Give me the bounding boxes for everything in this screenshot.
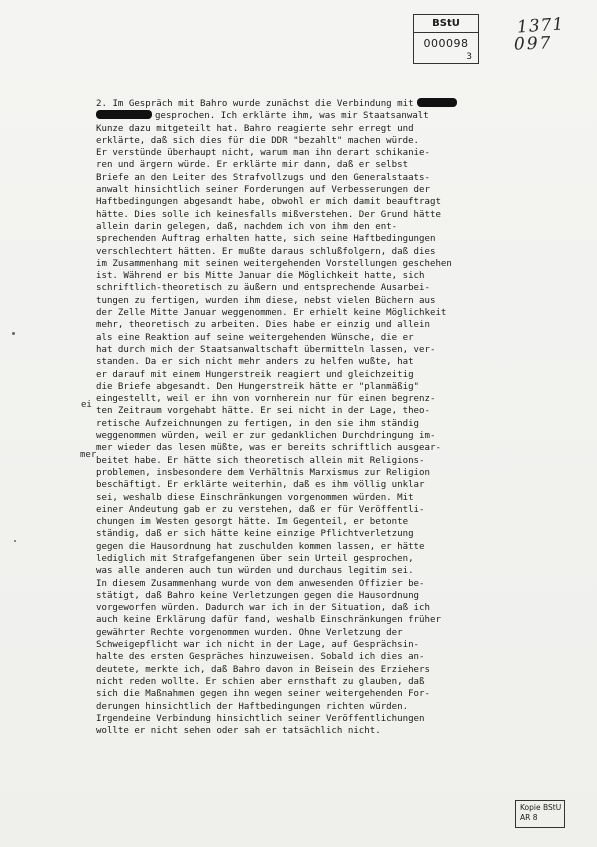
stamp-number: 000098 — [423, 37, 469, 50]
text-line — [96, 98, 566, 110]
stamp-title: BStU — [432, 18, 460, 29]
text-line-content: Kunze dazu mitgeteilt hat. Bahro reagierte sehr erregt und — [96, 123, 414, 134]
scan-speck — [14, 540, 16, 542]
text-line-content: problemen, insbesondere dem Verhältnis Marxismus zur Religion — [96, 467, 430, 478]
stamp-divider — [414, 32, 478, 33]
text-line-content: lediglich mit Strafgefangenen über sein Urteil gesprochen, — [96, 553, 414, 564]
text-line — [96, 565, 566, 577]
text-line — [96, 282, 566, 294]
text-line-content: hat durch mich der Staatsanwaltschaft übermitteln lassen, ver- — [96, 344, 436, 355]
text-line-content: was alle anderen auch tun würden und durchaus legitim sei. — [96, 566, 414, 577]
text-line — [96, 504, 566, 516]
redaction-bar — [417, 98, 457, 107]
text-line-content: Haftbedingungen abgesandt habe, obwohl er mich damit beauftragt — [96, 197, 441, 208]
text-line — [96, 344, 566, 356]
text-line-content: eingestellt, weil er ihn von vornherein nur für einen begrenz- — [96, 394, 436, 405]
text-line-content: halte des ersten Gespräches hinzuweisen. Sobald ich dies an- — [96, 652, 425, 663]
text-line-content: Irgendeine Verbindung hinsichtlich seiner Veröffentlichungen — [96, 713, 425, 724]
text-line — [96, 578, 566, 590]
text-line — [96, 307, 566, 319]
text-line — [96, 319, 566, 331]
text-line — [96, 676, 566, 688]
text-line-content: retische Aufzeichnungen zu fertigen, in den sie ihm ständig — [96, 418, 420, 429]
text-line — [96, 381, 566, 393]
text-line-content: die Briefe abgesandt. Den Hungerstreik hätte er "planmäßig" — [96, 381, 420, 392]
text-line-content: sei, weshalb diese Einschränkungen vorgenommen würden. Mit — [96, 492, 414, 503]
text-line — [96, 590, 566, 602]
text-line — [96, 123, 566, 135]
text-line-content: In diesem Zusammenhang wurde von dem anwesenden Offizier be- — [96, 578, 425, 589]
text-line-content: gewährter Rechte vorgenommen wurden. Ohne Verletzung der — [96, 627, 403, 638]
text-line-content: deutete, merkte ich, daß Bahro davon in Beisein des Erziehers — [96, 664, 430, 675]
typed-body-text — [96, 98, 566, 737]
text-line-content: auch keine Erklärung dafür fand, weshalb Einschränkungen früher — [96, 615, 441, 626]
text-line — [96, 270, 566, 282]
margin-note-1: ei — [81, 400, 92, 410]
text-line — [96, 418, 566, 430]
text-line-content: tungen zu fertigen, wurden ihm diese, nebst vielen Büchern aus — [96, 295, 436, 306]
text-line — [96, 369, 566, 381]
text-line-content: mehr, theoretisch zu arbeiten. Dies habe er einzig und allein — [96, 320, 430, 331]
text-line — [96, 147, 566, 159]
text-line-content: Im Gespräch mit Bahro wurde zunächst die Verbindung mit — [112, 99, 414, 109]
text-line — [96, 110, 566, 122]
text-line-content: hätte. Dies solle ich keinesfalls mißverstehen. Der Grund hätte — [96, 209, 441, 220]
stamp-sub-number: 3 — [466, 52, 472, 62]
text-line — [96, 602, 566, 614]
redaction-bar — [96, 110, 152, 119]
text-line — [96, 479, 566, 491]
text-line-content: ist. Während er bis Mitte Januar die Möglichkeit hatte, sich — [96, 271, 425, 282]
text-line-content: Briefe an den Leiter des Strafvollzugs und den Generalstaats- — [96, 172, 430, 183]
text-line-content: standen. Da er sich nicht mehr anders zu helfen wußte, hat — [96, 357, 414, 368]
text-line — [96, 356, 566, 368]
text-line — [96, 516, 566, 528]
text-line-content: sprechenden Auftrag erhalten hatte, sich seine Haftbedingungen — [96, 234, 436, 245]
copy-stamp — [515, 800, 565, 828]
margin-note-2: mer — [80, 450, 97, 460]
text-line — [96, 553, 566, 565]
text-line-content: chungen im Westen gesorgt hätte. Im Gegenteil, er betonte — [96, 517, 409, 528]
text-line-content: ren und ärgern würde. Er erklärte mir dann, daß er selbst — [96, 160, 409, 171]
text-line-content: einer Andeutung gab er zu verstehen, daß er für Veröffentli- — [96, 504, 425, 515]
text-line-content: im Zusammenhang mit seinen weitergehenden Vorstellungen geschehen — [96, 258, 452, 269]
scan-speck — [12, 332, 15, 335]
text-line-content: der Zelle Mitte Januar weggenommen. Er erhielt keine Möglichkeit — [96, 308, 447, 319]
bstu-stamp — [413, 14, 479, 64]
text-line — [96, 528, 566, 540]
item-number: 2. — [96, 99, 113, 109]
handwritten-page-number-bottom: 097 — [513, 33, 553, 55]
text-line-content: mer wieder das lesen müßte, was er bereits schriftlich ausgear- — [96, 443, 441, 454]
text-line-content: er darauf mit einem Hungerstreik reagiert und gleichzeitig — [96, 369, 414, 380]
text-line — [96, 664, 566, 676]
text-line — [96, 725, 566, 737]
text-line — [96, 393, 566, 405]
text-line — [96, 295, 566, 307]
text-line — [96, 467, 566, 479]
text-line-content: stätigt, daß Bahro keine Verletzungen gegen die Hausordnung — [96, 590, 420, 601]
text-line — [96, 172, 566, 184]
text-line — [96, 246, 566, 258]
text-line — [96, 258, 566, 270]
text-line — [96, 455, 566, 467]
text-line — [96, 184, 566, 196]
text-line-content: gegen die Hausordnung hat zuschulden kommen lassen, er hätte — [96, 541, 425, 552]
text-line — [96, 209, 566, 221]
text-line-content: beitet habe. Er hätte sich theoretisch allein mit Religions- — [96, 455, 425, 466]
text-line-content: vorgeworfen würden. Dadurch war ich in der Situation, daß ich — [96, 603, 430, 614]
text-line — [96, 713, 566, 725]
text-line — [96, 442, 566, 454]
text-line-content: nicht reden wollte. Er schien aber ernsthaft zu glauben, daß — [96, 676, 425, 687]
text-line-content: weggenommen würden, weil er zur gedanklichen Durchdringung im- — [96, 431, 436, 442]
text-line — [96, 221, 566, 233]
text-line — [96, 614, 566, 626]
text-line-content: sich die Maßnahmen gegen ihn wegen seiner weitergehenden For- — [96, 689, 430, 700]
text-line — [96, 627, 566, 639]
text-line-content: gesprochen. Ich erklärte ihm, was mir Staatsanwalt — [155, 111, 429, 122]
text-line — [96, 688, 566, 700]
text-line — [96, 196, 566, 208]
text-line — [96, 541, 566, 553]
text-line — [96, 159, 566, 171]
text-line-content: schriftlich-theoretisch zu äußern und entsprechende Ausarbei- — [96, 283, 430, 294]
text-line-content: ständig, daß er sich hätte keine einzige Pflichtverletzung — [96, 529, 414, 540]
text-line-content: Schweigepflicht war ich nicht in der Lage, auf Gesprächsin- — [96, 640, 420, 651]
text-line — [96, 405, 566, 417]
text-line — [96, 651, 566, 663]
handwritten-page-number-top: 1371 — [516, 14, 565, 38]
text-line — [96, 701, 566, 713]
text-line-content: wollte er nicht sehen oder sah er tatsächlich nicht. — [96, 726, 381, 737]
text-line — [96, 233, 566, 245]
text-line-content: erklärte, daß sich dies für die DDR "bezahlt" machen würde. — [96, 135, 420, 146]
text-line — [96, 135, 566, 147]
text-line-content: beschäftigt. Er erklärte weiterhin, daß es ihm völlig unklar — [96, 480, 425, 491]
text-line-content: allein darin gelegen, daß, nachdem ich von ihm den ent- — [96, 221, 398, 232]
text-line — [96, 639, 566, 651]
text-line-content: derungen hinsichtlich der Haftbedingungen richten würden. — [96, 701, 409, 712]
copy-stamp-line1: Kopie BStU — [520, 803, 562, 812]
text-line — [96, 492, 566, 504]
text-line — [96, 430, 566, 442]
text-line-content: verschlechtert hätten. Er mußte daraus schlußfolgern, daß dies — [96, 246, 436, 257]
text-line-content: Er verstünde überhaupt nicht, warum man ihn derart schikanie- — [96, 148, 430, 159]
text-line-content: anwalt hinsichtlich seiner Forderungen auf Verbesserungen der — [96, 185, 430, 196]
copy-stamp-line2: AR 8 — [520, 813, 538, 822]
text-line-content: ten Zeitraum vorgehabt hätte. Er sei nicht in der Lage, theo- — [96, 406, 430, 417]
text-line — [96, 332, 566, 344]
text-line-content: als eine Reaktion auf seine weitergehenden Wünsche, die er — [96, 332, 414, 343]
